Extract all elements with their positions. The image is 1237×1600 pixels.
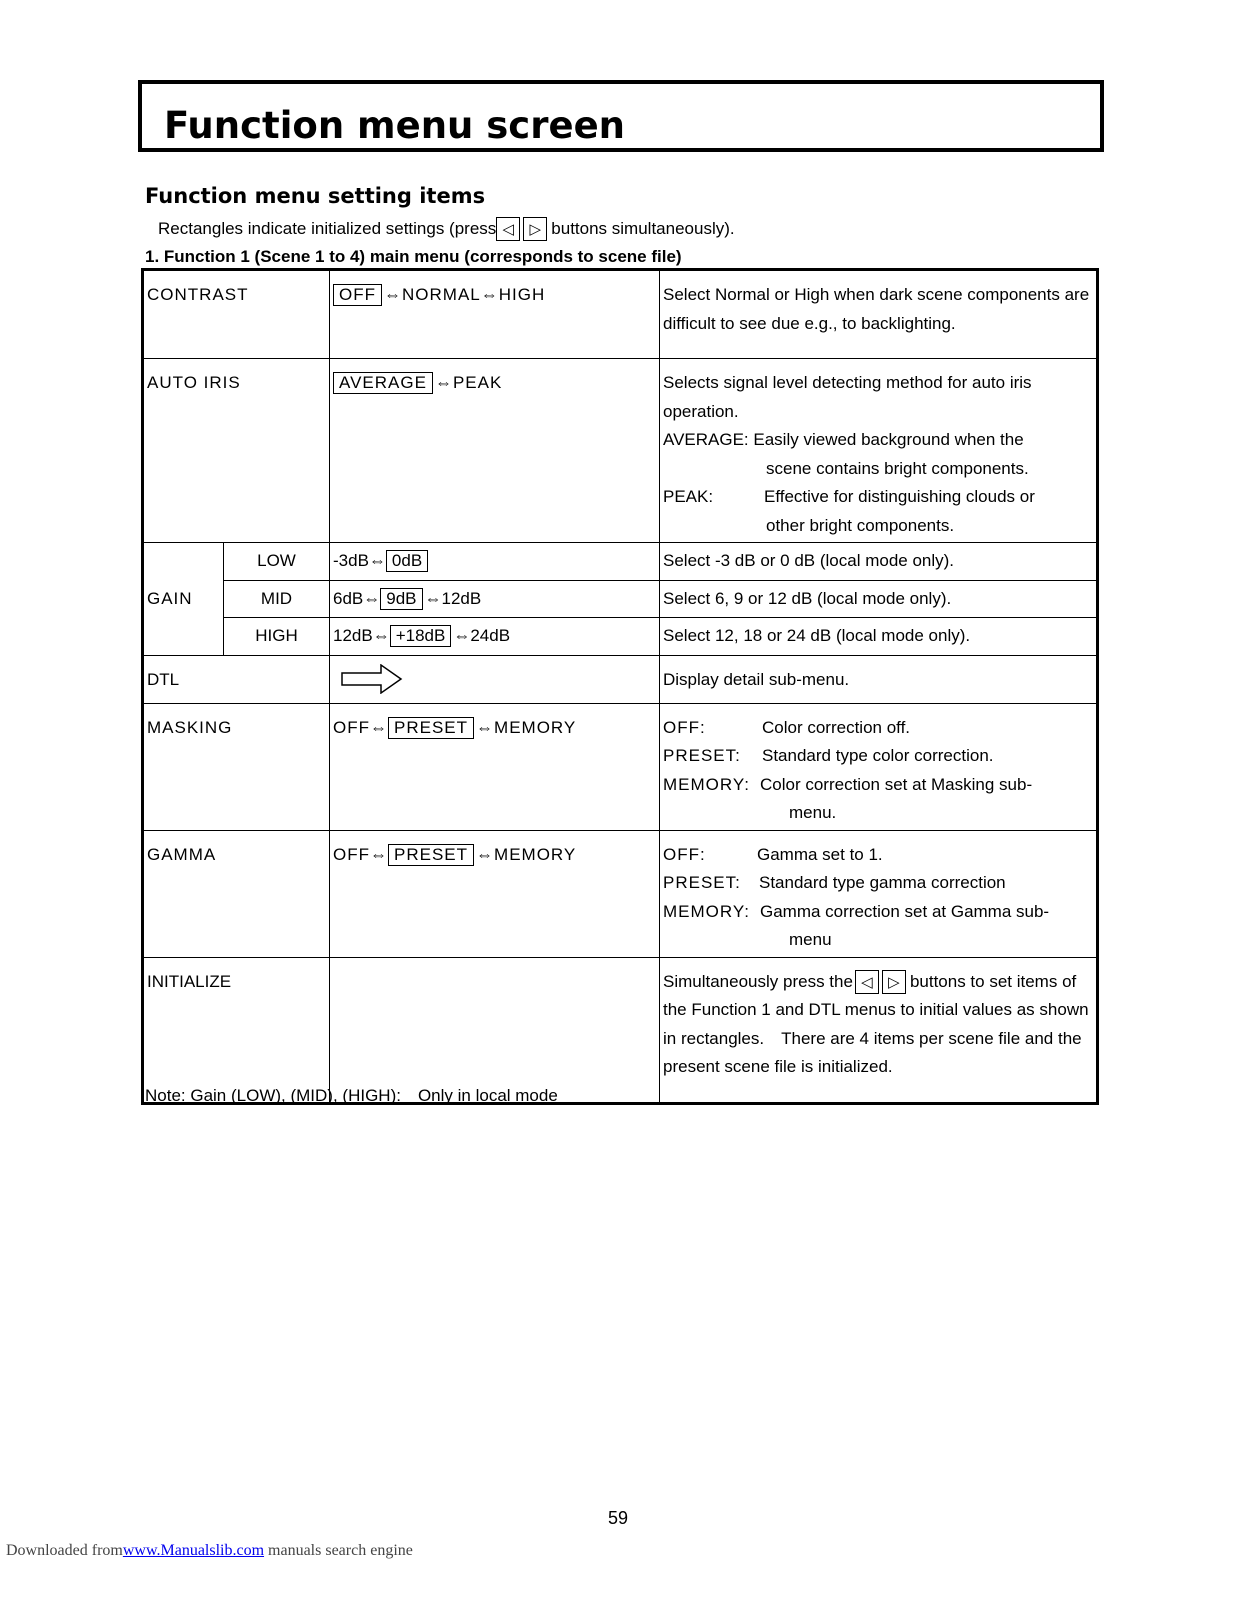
desc-text: Easily viewed background when the	[753, 430, 1024, 449]
desc-line: other bright components.	[766, 515, 955, 535]
desc-dtl: Display detail sub-menu.	[660, 655, 1098, 703]
desc-text: Color correction set at Masking sub-	[760, 774, 1033, 794]
desc-line	[663, 483, 1093, 512]
download-footer	[6, 1542, 413, 1560]
desc-line	[663, 869, 1093, 898]
item-auto-iris: AUTO IRIS	[143, 359, 330, 543]
desc-line	[663, 841, 1093, 870]
default-value-box: 9dB	[380, 588, 422, 610]
setting-post: ⇔12dB	[424, 588, 482, 608]
setting-post: ⇔MEMORY	[476, 844, 577, 864]
desc-contrast: Select Normal or High when dark scene components are difficult to see due e.g., to backlighting.	[660, 270, 1098, 359]
table-row-gain-high	[143, 618, 1098, 656]
desc-text: Color correction off.	[762, 717, 911, 737]
intro-after: buttons simultaneously).	[551, 219, 735, 238]
setting-pre: OFF⇔	[333, 717, 388, 737]
function-menu-table	[141, 268, 1099, 1105]
setting-options: ⇔NORMAL⇔HIGH	[384, 285, 546, 304]
table-row-gamma	[143, 830, 1098, 957]
manualslib-link[interactable]: www.Manualslib.com	[122, 1542, 265, 1559]
desc-label: PRESET:	[663, 873, 741, 892]
right-triangle-icon: ▷	[882, 970, 906, 994]
default-value-box: +18dB	[390, 625, 452, 647]
desc-gain-mid: Select 6, 9 or 12 dB (local mode only).	[660, 580, 1098, 618]
desc-label: AVERAGE:	[663, 430, 749, 449]
desc-label: PEAK:	[663, 487, 714, 506]
item-masking: MASKING	[143, 703, 330, 830]
default-value-box: PRESET	[388, 717, 474, 739]
desc-text: Effective for distinguishing clouds or	[764, 487, 1035, 506]
title-box	[138, 80, 1104, 152]
footer-suffix: manuals search engine	[264, 1542, 413, 1559]
desc-text: Standard type color correction.	[762, 746, 994, 765]
desc-gain-high: Select 12, 18 or 24 dB (local mode only).	[660, 618, 1098, 656]
table-row-dtl	[143, 655, 1098, 703]
item-gain: GAIN	[143, 543, 224, 656]
table-row-contrast	[143, 270, 1098, 359]
table-row-gain-mid	[143, 580, 1098, 618]
intro-before: Rectangles indicate initialized settings (press	[158, 219, 497, 238]
setting-auto-iris	[330, 359, 660, 543]
desc-text: Standard type gamma correction	[759, 873, 1006, 892]
setting-options: ⇔PEAK	[434, 373, 503, 392]
desc-auto-iris	[660, 359, 1098, 543]
setting-pre: 6dB⇔	[333, 588, 381, 608]
desc-line: scene contains bright components.	[766, 458, 1029, 478]
setting-dtl	[330, 655, 660, 703]
desc-line	[663, 742, 1093, 771]
item-initialize: INITIALIZE	[143, 957, 330, 1103]
desc-gain-low: Select -3 dB or 0 dB (local mode only).	[660, 543, 1098, 581]
desc-initialize	[660, 957, 1098, 1103]
desc-line	[663, 898, 1093, 927]
setting-post: ⇔MEMORY	[476, 717, 577, 737]
desc-line	[663, 771, 1093, 800]
table-row-auto-iris	[143, 359, 1098, 543]
setting-contrast	[330, 270, 660, 359]
desc-line	[663, 426, 1093, 455]
desc-text: buttons to set items of the Function 1 and DTL menus to initial values as shown in rectangles. There are 4 items per scene file and the present scene file is initialized.	[663, 971, 1089, 1076]
default-value-box: 0dB	[386, 550, 428, 572]
setting-gain-mid	[330, 580, 660, 618]
setting-pre: -3dB⇔	[333, 551, 386, 570]
desc-text: Simultaneously press the	[663, 971, 853, 991]
default-value-box: AVERAGE	[333, 372, 433, 394]
desc-line: menu.	[789, 803, 837, 822]
desc-line	[663, 714, 1093, 743]
menu-subheading: 1. Function 1 (Scene 1 to 4) main menu (corresponds to scene file)	[145, 247, 682, 266]
right-triangle-icon: ▷	[523, 217, 547, 241]
page-number: 59	[608, 1508, 629, 1528]
setting-pre: OFF⇔	[333, 844, 388, 864]
desc-gamma	[660, 830, 1098, 957]
gain-level-low: LOW	[224, 543, 330, 581]
table-row-gain-low	[143, 543, 1098, 581]
desc-line: Selects signal level detecting method for auto iris operation.	[663, 373, 1032, 421]
desc-text: Gamma set to 1.	[757, 844, 883, 864]
setting-gain-low	[330, 543, 660, 581]
section-heading: Function menu setting items	[145, 184, 486, 208]
desc-masking	[660, 703, 1098, 830]
default-value-box: OFF	[333, 284, 382, 306]
footer-prefix: Downloaded from	[6, 1542, 123, 1559]
setting-gamma	[330, 830, 660, 957]
gain-level-mid: MID	[224, 580, 330, 618]
item-dtl: DTL	[143, 655, 330, 703]
setting-masking	[330, 703, 660, 830]
intro-text	[158, 217, 735, 241]
gain-level-high: HIGH	[224, 618, 330, 656]
setting-gain-high	[330, 618, 660, 656]
footnote: Note: Gain (LOW), (MID), (HIGH): Only in local mode	[145, 1086, 558, 1105]
left-triangle-icon: ◁	[496, 217, 520, 241]
item-gamma: GAMMA	[143, 830, 330, 957]
desc-line: menu	[789, 930, 832, 949]
right-arrow-outline-icon	[341, 664, 403, 694]
setting-pre: 12dB⇔	[333, 626, 390, 645]
desc-label: MEMORY:	[663, 901, 750, 921]
table-row-masking	[143, 703, 1098, 830]
setting-post: ⇔24dB	[453, 626, 511, 645]
desc-label: MEMORY:	[663, 774, 750, 794]
desc-text: Gamma correction set at Gamma sub-	[760, 901, 1050, 921]
desc-label: PRESET:	[663, 746, 741, 765]
item-contrast: CONTRAST	[143, 270, 330, 359]
left-triangle-icon: ◁	[855, 970, 879, 994]
desc-label: OFF:	[663, 717, 706, 737]
page-title: Function menu screen	[164, 104, 626, 147]
desc-label: OFF:	[663, 844, 706, 864]
default-value-box: PRESET	[388, 844, 474, 866]
